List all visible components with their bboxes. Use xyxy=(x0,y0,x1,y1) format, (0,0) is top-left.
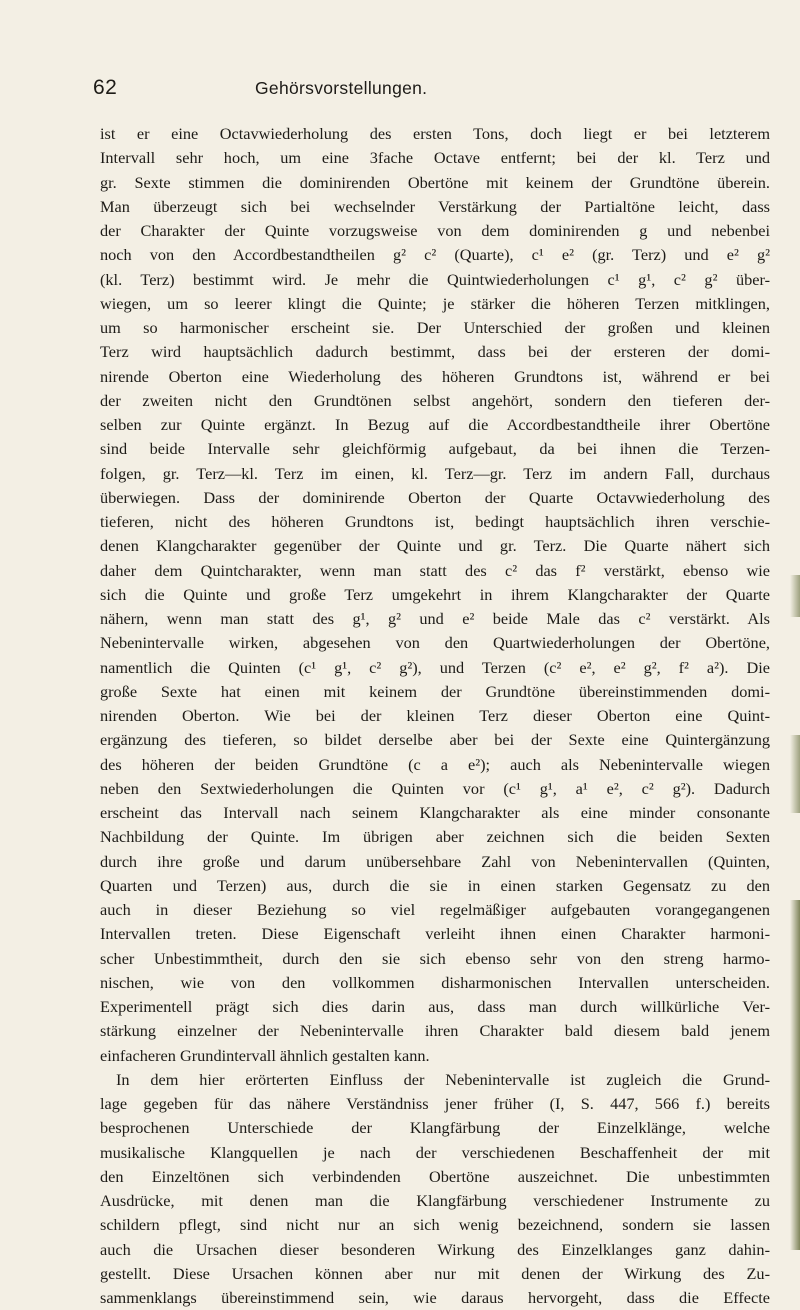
page-edge-shadow xyxy=(790,900,800,1250)
text-line: Intervallen treten. Diese Eigenschaft verleiht ihnen einen Charakter harmoni- xyxy=(100,924,770,944)
text-line: nirende Oberton eine Wiederholung des höheren Grundtons ist, während er bei xyxy=(100,366,770,386)
text-line: des höheren der beiden Grundtöne (c a e²); auch als Nebenintervalle wiegen xyxy=(100,754,770,774)
text-line: lage gegeben für das nähere Verständniss jener früher (I, S. 447, 566 f.) bereits xyxy=(100,1094,770,1113)
text-line: Nebenintervalle wirken, abgesehen von den Quartwiederholungen der Obertöne, xyxy=(100,633,770,653)
text-line: gr. Sexte stimmen die dominirenden Obertöne mit keinem der Grundtöne überein. xyxy=(100,172,770,192)
text-line: noch von den Accordbestandtheilen g² c² (Quarte), c¹ e² (gr. Terz) und e² g² xyxy=(100,245,770,265)
text-line: auch die Ursachen dieser besonderen Wirkung des Einzelklanges ganz dahin- xyxy=(100,1239,770,1259)
text-line: Man überzeugt sich bei wechselnder Verstärkung der Partialtöne leicht, dass xyxy=(100,196,770,216)
text-line: um so harmonischer erscheint sie. Der Unterschied der großen und kleinen xyxy=(100,318,770,337)
text-line: der Charakter der Quinte vorzugsweise von dem dominirenden g und nebenbei xyxy=(100,221,770,240)
text-line: neben den Sextwiederholungen die Quinten vor (c¹ g¹, a¹ e², c² g²). Dadurch xyxy=(100,778,770,798)
text-line: einfacheren Grundintervall ähnlich gestalten kann. xyxy=(100,1045,430,1065)
page-header xyxy=(93,76,773,106)
text-line: folgen, gr. Terz—kl. Terz im einen, kl. Terz—gr. Terz im andern Fall, durchaus xyxy=(100,463,770,483)
text-line: Nachbildung der Quinte. Im übrigen aber zeichnen sich die beiden Sexten xyxy=(100,827,770,847)
text-line: Ausdrücke, mit denen man die Klangfärbung verschiedener Instrumente zu xyxy=(100,1191,770,1210)
text-line: schildern pflegt, sind nicht nur an sich wenig bezeichnend, sondern sie lassen xyxy=(100,1215,770,1235)
running-title: Gehörsvorstellungen. xyxy=(255,78,428,98)
text-line: In dem hier erörterten Einfluss der Nebenintervalle ist zugleich die Grund- xyxy=(116,1069,770,1089)
text-line: ergänzung des tieferen, so bildet derselbe aber bei der Sexte eine Quintergänzung xyxy=(100,730,770,750)
text-line: Terz wird hauptsächlich dadurch bestimmt, dass bei der ersteren der domi- xyxy=(100,342,770,362)
text-line: der zweiten nicht den Grundtönen selbst angehört, sondern den tieferen der- xyxy=(100,390,770,410)
text-line: scher Unbestimmtheit, durch den sie sich ebenso sehr von den streng harmo- xyxy=(100,948,770,968)
body-text xyxy=(100,122,770,1310)
text-line: den Einzeltönen sich verbindenden Obertöne auszeichnet. Die unbestimmten xyxy=(100,1166,770,1186)
text-line: überwiegen. Dass der dominirende Oberton der Quarte Octavwiederholung des xyxy=(100,487,770,507)
text-line: Intervall sehr hoch, um eine 3fache Octave entfernt; bei der kl. Terz und xyxy=(100,148,770,168)
text-line: tieferen, nicht des höheren Grundtons ist, bedingt hauptsächlich ihren verschie- xyxy=(100,512,770,531)
page-edge-shadow xyxy=(790,735,800,813)
text-line: musikalische Klangquellen je nach der verschiedenen Beschaffenheit der mit xyxy=(100,1142,770,1162)
text-line: stärkung einzelner der Nebenintervalle ihren Charakter bald diesem bald jenem xyxy=(100,1021,770,1041)
text-line: denen Klangcharakter gegenüber der Quinte und gr. Terz. Die Quarte nähert sich xyxy=(100,536,770,556)
text-line: nähern, wenn man statt des g¹, g² und e² beide Male das c² verstärkt. Als xyxy=(100,609,770,628)
text-line: nirenden Oberton. Wie bei der kleinen Terz dieser Oberton eine Quint- xyxy=(100,706,770,725)
text-line: nischen, wie von den vollkommen disharmonischen Intervallen unterscheiden. xyxy=(100,972,770,992)
text-line: Quarten und Terzen) aus, durch die sie in einen starken Gegensatz zu den xyxy=(100,875,770,895)
text-line: selben zur Quinte ergänzt. In Bezug auf die Accordbestandtheile ihrer Obertöne xyxy=(100,415,770,434)
text-line: sind beide Intervalle sehr gleichförmig aufgebaut, da bei ihnen die Terzen- xyxy=(100,439,770,459)
text-line: wiegen, um so leerer klingt die Quinte; je stärker die höheren Terzen mitklingen, xyxy=(100,293,770,313)
text-line: sammenklangs übereinstimmend sein, wie daraus hervorgeht, dass die Effecte xyxy=(100,1288,770,1307)
text-line: namentlich die Quinten (c¹ g¹, c² g²), und Terzen (c² e², e² g², f² a²). Die xyxy=(100,657,770,677)
text-line: daher dem Quintcharakter, wenn man statt des c² das f² verstärkt, ebenso wie xyxy=(100,560,770,580)
page-number: 62 xyxy=(93,76,118,99)
text-line: ist er eine Octavwiederholung des ersten Tons, doch liegt er bei letzterem xyxy=(100,124,770,143)
text-line: besprochenen Unterschiede der Klangfärbung der Einzelklänge, welche xyxy=(100,1118,770,1138)
text-line: gestellt. Diese Ursachen können aber nur mit denen der Wirkung des Zu- xyxy=(100,1263,770,1283)
text-line: Experimentell prägt sich dies darin aus, dass man durch willkürliche Ver- xyxy=(100,997,770,1016)
text-line: (kl. Terz) bestimmt wird. Je mehr die Quintwiederholungen c¹ g¹, c² g² über- xyxy=(100,269,770,289)
text-line: erscheint das Intervall nach seinem Klangcharakter als eine minder consonante xyxy=(100,803,770,822)
text-line: große Sexte hat einen mit keinem der Grundtöne übereinstimmenden domi- xyxy=(100,681,770,701)
text-line: durch ihre große und darum unübersehbare Zahl von Nebenintervallen (Quinten, xyxy=(100,851,770,871)
text-line: sich die Quinte und große Terz umgekehrt in ihrem Klangcharakter der Quarte xyxy=(100,584,770,604)
text-line: auch in dieser Beziehung so viel regelmäßiger aufgebauten vorangegangenen xyxy=(100,900,770,919)
page-edge-shadow xyxy=(790,575,800,617)
